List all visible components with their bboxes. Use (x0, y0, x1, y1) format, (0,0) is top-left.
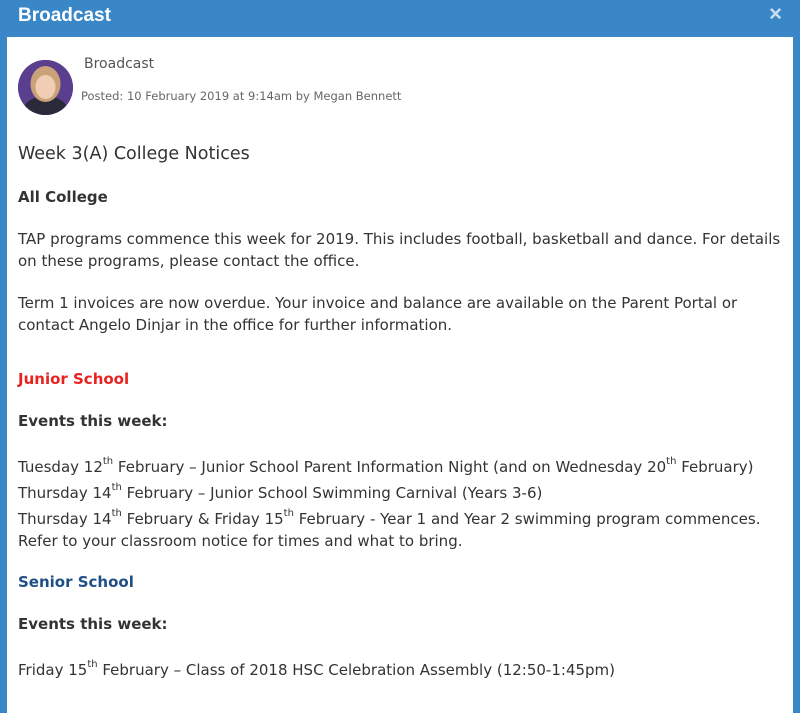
junior-school-heading: Junior School (18, 370, 130, 388)
avatar (18, 60, 73, 115)
broadcast-content (18, 142, 788, 681)
avatar-image (18, 60, 73, 115)
modal-titlebar (0, 0, 800, 37)
senior-events-label: Events this week: (18, 615, 168, 633)
list-item: Thursday 14th February – Junior School Swimming Carnival (Years 3-6) (18, 482, 543, 502)
modal-title: Broadcast (18, 5, 111, 26)
list-item: Friday 15th February – Class of 2018 HSC Celebration Assembly (12:50-1:45pm) (18, 659, 616, 679)
junior-events-label: Events this week: (18, 412, 168, 430)
post-title: Broadcast (84, 56, 155, 72)
junior-events-list (18, 456, 788, 552)
senior-school-heading: Senior School (18, 573, 134, 591)
all-college-paragraph-2: Term 1 invoices are now overdue. Your invoice and balance are available on the Parent Portal or contact Angelo Dinjar in the office for further information. (18, 294, 738, 334)
all-college-paragraph-1: TAP programs commence this week for 2019. This includes football, basketball and dance. For details on these programs, please contact the office. (18, 230, 781, 270)
all-college-heading: All College (18, 188, 108, 206)
close-icon[interactable]: × (769, 1, 782, 26)
list-item: Tuesday 12th February – Junior School Parent Information Night (and on Wednesday 20th February) (18, 456, 754, 476)
list-item-continuation: Refer to your classroom notice for times and what to bring. (18, 532, 463, 550)
post-meta: Posted: 10 February 2019 at 9:14am by Megan Bennett (81, 89, 402, 103)
notice-heading: Week 3(A) College Notices (18, 144, 250, 164)
list-item: Thursday 14th February & Friday 15th February - Year 1 and Year 2 swimming program commences. (18, 508, 761, 528)
